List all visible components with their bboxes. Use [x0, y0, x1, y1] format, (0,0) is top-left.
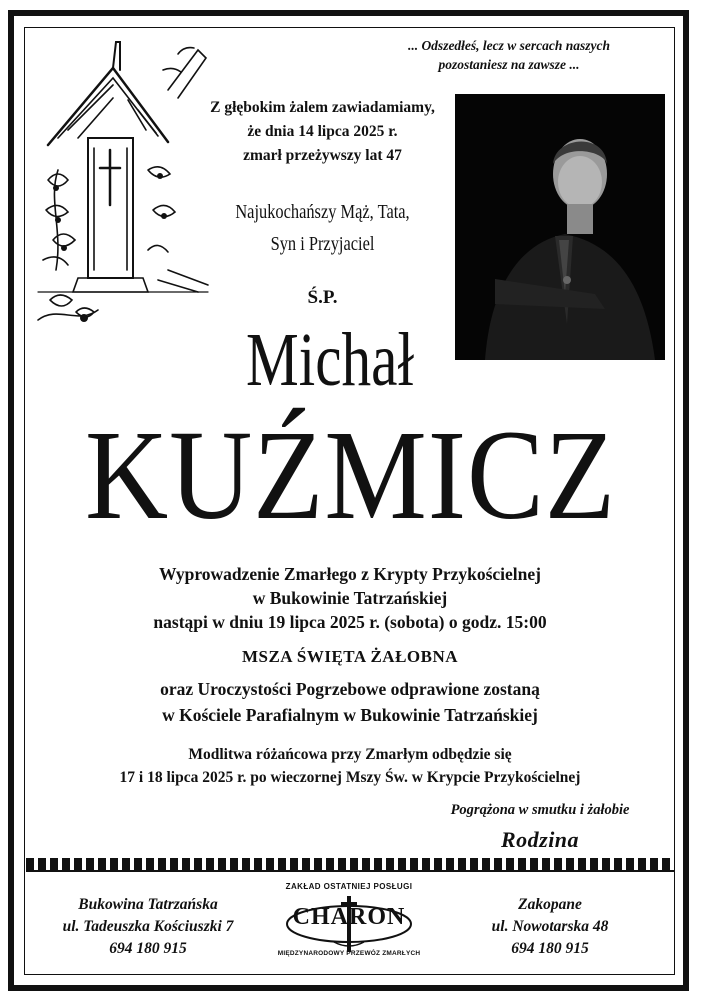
- logo-name: CHARON: [292, 904, 406, 930]
- announcement-line-2: że dnia 14 lipca 2025 r.: [247, 123, 398, 140]
- address-right-phone: 694 180 915: [511, 940, 589, 957]
- rosary-info: [40, 743, 660, 789]
- divider-line: [26, 870, 675, 872]
- funeral-line-1: Wyprowadzenie Zmarłego z Krypty Przykościelnej: [158, 564, 541, 584]
- roles-line-1: Najukochańszy Mąż, Tata,: [235, 201, 410, 223]
- motto: [359, 36, 659, 74]
- rosary-line-1: Modlitwa różańcowa przy Zmarłym odbędzie się: [188, 746, 512, 763]
- funeral-line-3: nastąpi w dniu 19 lipca 2025 r. (sobota) o godz. 15:00: [153, 612, 547, 632]
- mass-title: MSZA ŚWIĘTA ŻAŁOBNA: [241, 647, 459, 666]
- prefix-sp: Ś.P.: [307, 287, 338, 308]
- announcement: [200, 96, 445, 168]
- mass-line-1: oraz Uroczystości Pogrzebowe odprawione zostaną: [160, 679, 540, 699]
- funeral-info: [40, 562, 660, 634]
- announcement-line-3: zmarł przeżywszy lat 47: [243, 147, 402, 164]
- address-right-street: ul. Nowotarska 48: [491, 918, 609, 935]
- address-left-city: Bukowina Tatrzańska: [78, 896, 218, 913]
- address-right-city: Zakopane: [518, 896, 582, 913]
- mass-line-2: w Kościele Parafialnym w Bukowinie Tatrzańskiej: [162, 705, 538, 725]
- funeral-line-2: w Bukowinie Tatrzańskiej: [252, 588, 448, 608]
- mass-info: [40, 676, 660, 728]
- logo-bottom-text: MIĘDZYNARODOWY PRZEWÓZ ZMARŁYCH: [277, 950, 421, 957]
- mourners-subtitle: Pogrążona w smutku i żałobie: [450, 802, 630, 818]
- mourners-name: Rodzina: [500, 827, 580, 852]
- address-zakopane: [440, 894, 660, 960]
- roles: [222, 196, 423, 260]
- roles-line-2: Syn i Przyjaciel: [270, 233, 375, 255]
- charon-logo: [274, 882, 424, 964]
- address-left-phone: 694 180 915: [109, 940, 187, 957]
- decorative-divider: [26, 858, 675, 870]
- address-bukowina: [38, 894, 258, 960]
- wayside-shrine-illustration: [28, 30, 213, 330]
- logo-top-text: ZAKŁAD OSTATNIEJ POSŁUGI: [285, 882, 413, 891]
- motto-line-2: pozostaniesz na zawsze ...: [438, 57, 580, 72]
- deceased-last-name: KUŹMICZ: [84, 404, 617, 546]
- motto-line-1: ... Odszedłeś, lecz w sercach naszych: [407, 38, 611, 53]
- rosary-line-2: 17 i 18 lipca 2025 r. po wieczornej Mszy Św. w Krypcie Przykościelnej: [119, 769, 581, 786]
- announcement-line-1: Z głębokim żalem zawiadamiamy,: [210, 99, 435, 116]
- address-left-street: ul. Tadeuszka Kościuszki 7: [62, 918, 234, 935]
- deceased-first-name: Michał: [246, 318, 414, 402]
